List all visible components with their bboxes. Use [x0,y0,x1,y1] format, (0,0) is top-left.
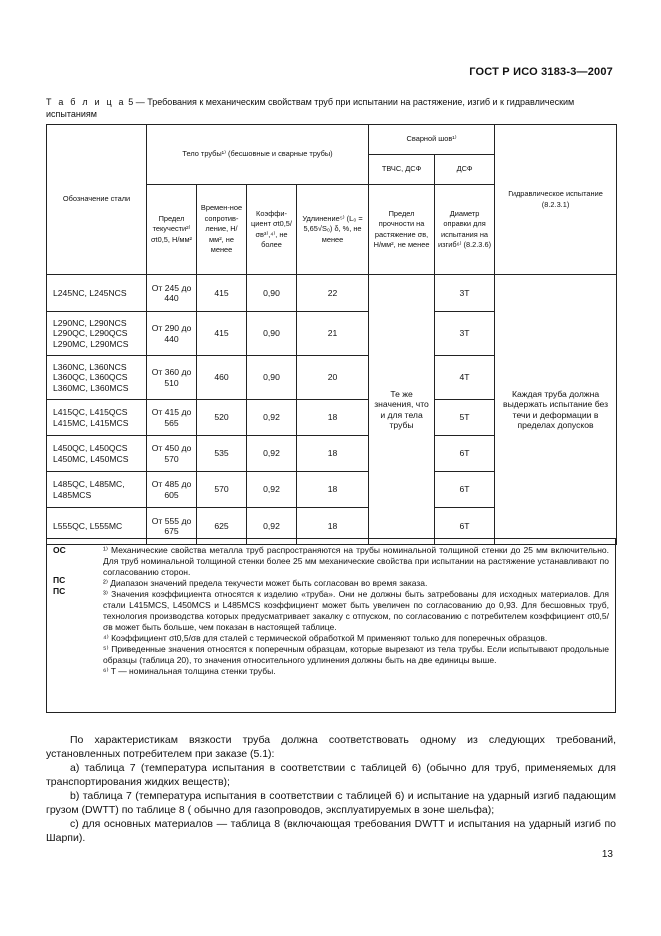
header-elongation: Удлинение⁵⁾ (L₀ = 5,65√S₀) δ, %, не менее [297,185,369,275]
mechanical-properties-table [46,124,617,545]
cell-ratio: 0,90 [247,312,297,356]
header-tensile: Времен-ное сопротив-ление, Н/мм², не менее [197,185,247,275]
table-row [47,275,617,312]
cell-tensile: 535 [197,436,247,472]
note-tag: ПС [53,586,66,596]
cell-elongation: 22 [297,275,369,312]
paragraph-a: a) таблица 7 (температура испытания в соответствии с таблицей 6) (обычно для труб, применяемых для транспортирования жидких веществ); [46,762,616,788]
cell-yield: От 450 до 570 [147,436,197,472]
cell-mandrel: 3T [435,275,495,312]
document-header: ГОСТ Р ИСО 3183-3—2007 [469,66,613,78]
cell-tensile: 415 [197,275,247,312]
cell-grade: L360NC, L360NCS L360QC, L360QCS L360MC, L360MCS [47,356,147,400]
note-2: ²⁾ Диапазон значений предела текучести может быть согласован во время заказа. [103,578,428,588]
note-4: ⁴⁾ Коэффициент σt0,5/σв для сталей с термической обработкой М применяют только для поперечных образцов. [103,633,548,643]
cell-yield: От 360 до 510 [147,356,197,400]
cell-ratio: 0,90 [247,356,297,400]
note-3: ³⁾ Значения коэффициента относятся к изделию «труба». Они не должны быть затребованы для исходных материалов. Для стали L415MCS, L450MCS и L485MCS коэффициент может быть увеличен по согласованию до 0,93. Для бесшовных труб, технология производства которых предусматривает закалку с отпуском, по согласованию с потребителем коэффициент σt0,5/σв может быть больше, чем показан в настоящей таблице. [103,589,609,632]
cell-ratio: 0,92 [247,508,297,545]
cell-hydro-merged: Каждая труба должна выдержать испытание без течи и деформации в пределах допусков [495,275,617,545]
header-weld-tensile: Предел прочности на растяжение σв, Н/мм², не менее [369,185,435,275]
cell-elongation: 18 [297,436,369,472]
header-body: Тело трубы¹⁾ (бесшовные и сварные трубы) [147,125,369,185]
cell-mandrel: 6T [435,508,495,545]
paragraph-c: c) для основных материалов — таблица 8 (включающая требования DWTT и испытания на ударный изгиб по Шарпи). [46,818,616,844]
cell-elongation: 18 [297,508,369,545]
header-saw: ДСФ [435,155,495,185]
cell-ratio: 0,92 [247,436,297,472]
caption-label: Т а б л и ц а [46,97,126,107]
cell-grade: L290NC, L290NCS L290QC, L290QCS L290MC, L290MCS [47,312,147,356]
cell-elongation: 21 [297,312,369,356]
note-6: ⁶⁾ T — номинальная толщина стенки трубы. [103,666,276,676]
table-notes [46,538,616,713]
cell-elongation: 18 [297,400,369,436]
cell-yield: От 245 до 440 [147,275,197,312]
paragraph-intro: По характеристикам вязкости труба должна соответствовать одному из следующих требований, установленных потребителем при заказе (5.1): [46,734,616,760]
cell-yield: От 555 до 675 [147,508,197,545]
notes-body [103,545,609,677]
header-hydro: Гидравлическое испытание (8.2.3.1) [495,125,617,275]
header-hfw: ТВЧС, ДСФ [369,155,435,185]
header-mandrel: Диаметр оправки для испытания на изгиб⁶⁾ (8.2.3.6) [435,185,495,275]
cell-mandrel: 5T [435,400,495,436]
cell-grade: L485QC, L485MC, L485MCS [47,472,147,508]
cell-weld-tensile-merged: Те же значения, что и для тела трубы [369,275,435,545]
table-caption [46,96,616,120]
cell-mandrel: 3T [435,312,495,356]
caption-number: 5 [128,97,134,107]
header-weld: Сварной шов¹⁾ [369,125,495,155]
cell-grade: L450QC, L450QCS L450MC, L450MCS [47,436,147,472]
cell-tensile: 570 [197,472,247,508]
note-tag: ОС [53,545,66,555]
cell-ratio: 0,92 [247,472,297,508]
caption-text: — Требования к механическим свойствам труб при испытании на растяжение, изгиб и к гидравлическим испытаниям [46,97,575,119]
header-grade: Обозначение стали [47,125,147,275]
cell-tensile: 460 [197,356,247,400]
cell-tensile: 415 [197,312,247,356]
cell-ratio: 0,90 [247,275,297,312]
paragraph-b: b) таблица 7 (температура испытания в соответствии с таблицей 6) и испытание на ударный изгиб падающим грузом (DWTT) по таблице 8 ( обычно для газопроводов, эксплуатируемых в зоне шельфа); [46,790,616,816]
cell-tensile: 625 [197,508,247,545]
note-5: ⁵⁾ Приведенные значения относятся к поперечным образцам, которые вырезают из тела трубы. Если испытывают продольные образцы (таблица 20), то значения относительного удлинения должны быть на две единицы выше. [103,644,609,665]
cell-mandrel: 6T [435,436,495,472]
cell-grade: L415QC, L415QCS L415MC, L415MCS [47,400,147,436]
page-number: 13 [601,849,613,860]
cell-grade: L555QC, L555MC [47,508,147,545]
cell-mandrel: 4T [435,356,495,400]
cell-elongation: 18 [297,472,369,508]
cell-yield: От 485 до 605 [147,472,197,508]
note-1: ¹⁾ Механические свойства металла труб распространяются на трубы номинальной толщиной стенки до 25 мм включительно. Для труб номинальной толщиной стенки более 25 мм механические свойства при испытании на растяжение устанавливают по согласованию сторон. [103,545,609,577]
cell-elongation: 20 [297,356,369,400]
cell-yield: От 290 до 440 [147,312,197,356]
cell-ratio: 0,92 [247,400,297,436]
cell-grade: L245NC, L245NCS [47,275,147,312]
cell-mandrel: 6T [435,472,495,508]
header-ratio: Коэффи-циент σt0,5/σв³⁾,⁴⁾, не более [247,185,297,275]
cell-yield: От 415 до 565 [147,400,197,436]
cell-tensile: 520 [197,400,247,436]
note-tag: ПС [53,575,66,585]
header-yield: Предел текучести²⁾ σt0,5, Н/мм² [147,185,197,275]
